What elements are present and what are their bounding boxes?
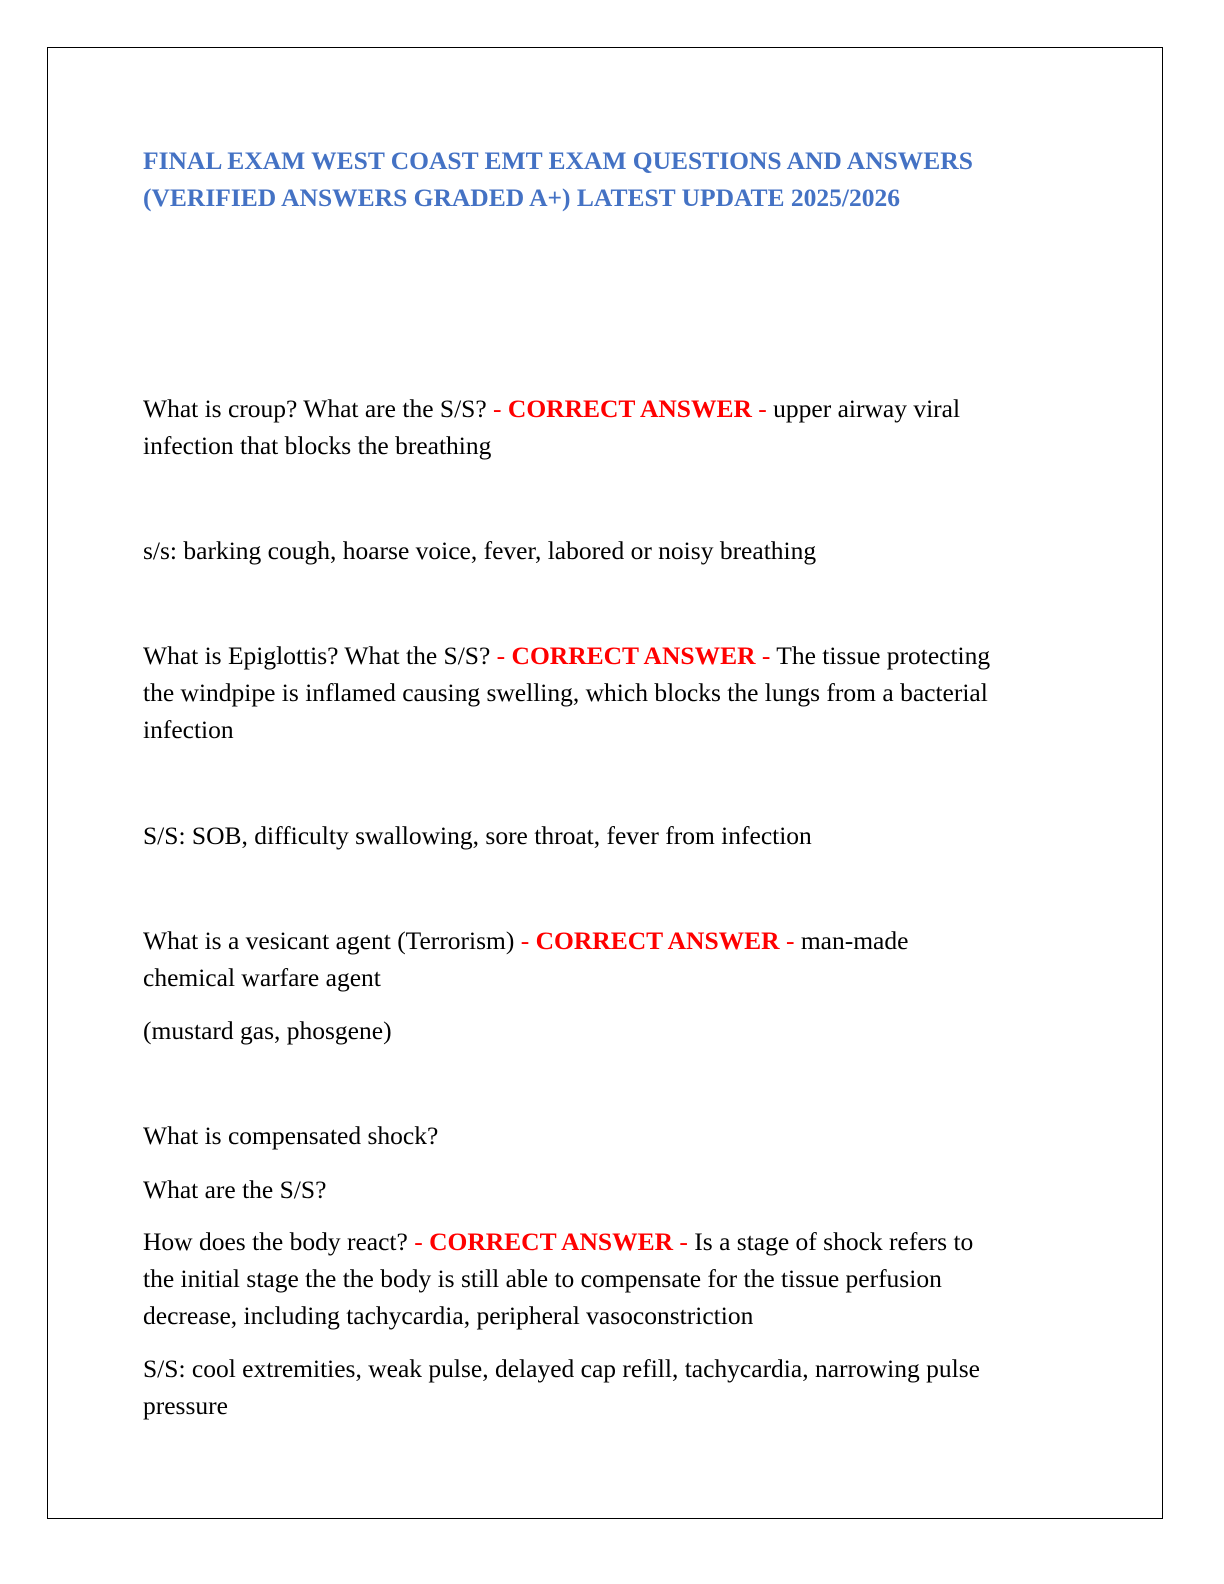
- separator: -: [755, 641, 777, 670]
- answer-text: Is a stage of shock refers to: [694, 1227, 974, 1256]
- separator: -: [486, 394, 508, 423]
- qa-vesicant-agent: [143, 922, 1103, 996]
- answer-text: the initial stage the the body is still able to compensate for the tissue perfusion: [143, 1264, 942, 1293]
- separator: -: [751, 394, 774, 423]
- paragraph-text: What is compensated shock?: [143, 1121, 439, 1150]
- answer-text: infection that blocks the breathing: [143, 431, 492, 460]
- question-text: What is a vesicant agent (Terrorism): [143, 926, 515, 955]
- separator: -: [673, 1227, 695, 1256]
- answer-text: decrease, including tachycardia, peripheral vasoconstriction: [143, 1301, 754, 1330]
- correct-answer-marker: CORRECT ANSWER: [535, 926, 780, 955]
- separator: -: [514, 926, 536, 955]
- title-line-2: (VERIFIED ANSWERS GRADED A+) LATEST UPDATE 2025/2026: [143, 183, 900, 212]
- correct-answer-marker: CORRECT ANSWER: [429, 1227, 674, 1256]
- separator: -: [407, 1227, 430, 1256]
- paragraph-text: What are the S/S?: [143, 1175, 327, 1204]
- qa-body-react: [143, 1223, 1103, 1334]
- answer-text: chemical warfare agent: [143, 963, 381, 992]
- ss-croup: [143, 532, 1103, 569]
- answer-text: upper airway viral: [773, 394, 961, 423]
- ss-compensated-shock: [143, 1350, 1103, 1424]
- answer-text: man-made: [800, 926, 909, 955]
- paragraph-text: S/S: cool extremities, weak pulse, delayed cap refill, tachycardia, narrowing pulse: [143, 1354, 980, 1383]
- paragraph-text: (mustard gas, phosgene): [143, 1016, 392, 1045]
- question-text: What is croup? What are the S/S?: [143, 394, 487, 423]
- separator: -: [490, 641, 512, 670]
- document-title: [143, 142, 1103, 216]
- answer-text: the windpipe is inflamed causing swelling, which blocks the lungs from a bacterial: [143, 678, 988, 707]
- qa-epiglottis: [143, 637, 1103, 748]
- title-line-1: FINAL EXAM WEST COAST EMT EXAM QUESTIONS AND ANSWERS: [143, 146, 973, 175]
- answer-text: The tissue protecting: [776, 641, 991, 670]
- correct-answer-marker: CORRECT ANSWER: [507, 394, 752, 423]
- vesicant-examples: [143, 1012, 1103, 1049]
- paragraph-text: S/S: SOB, difficulty swallowing, sore throat, fever from infection: [143, 821, 812, 850]
- question-compensated-shock: [143, 1117, 1103, 1154]
- paragraph-text: s/s: barking cough, hoarse voice, fever, labored or noisy breathing: [143, 536, 817, 565]
- separator: -: [779, 926, 801, 955]
- qa-croup: [143, 390, 1103, 464]
- question-text: How does the body react?: [143, 1227, 408, 1256]
- paragraph-text: pressure: [143, 1391, 228, 1420]
- answer-text: infection: [143, 715, 234, 744]
- question-ss: [143, 1171, 1103, 1208]
- ss-epiglottis: [143, 817, 1103, 854]
- question-text: What is Epiglottis? What the S/S?: [143, 641, 491, 670]
- correct-answer-marker: CORRECT ANSWER: [511, 641, 756, 670]
